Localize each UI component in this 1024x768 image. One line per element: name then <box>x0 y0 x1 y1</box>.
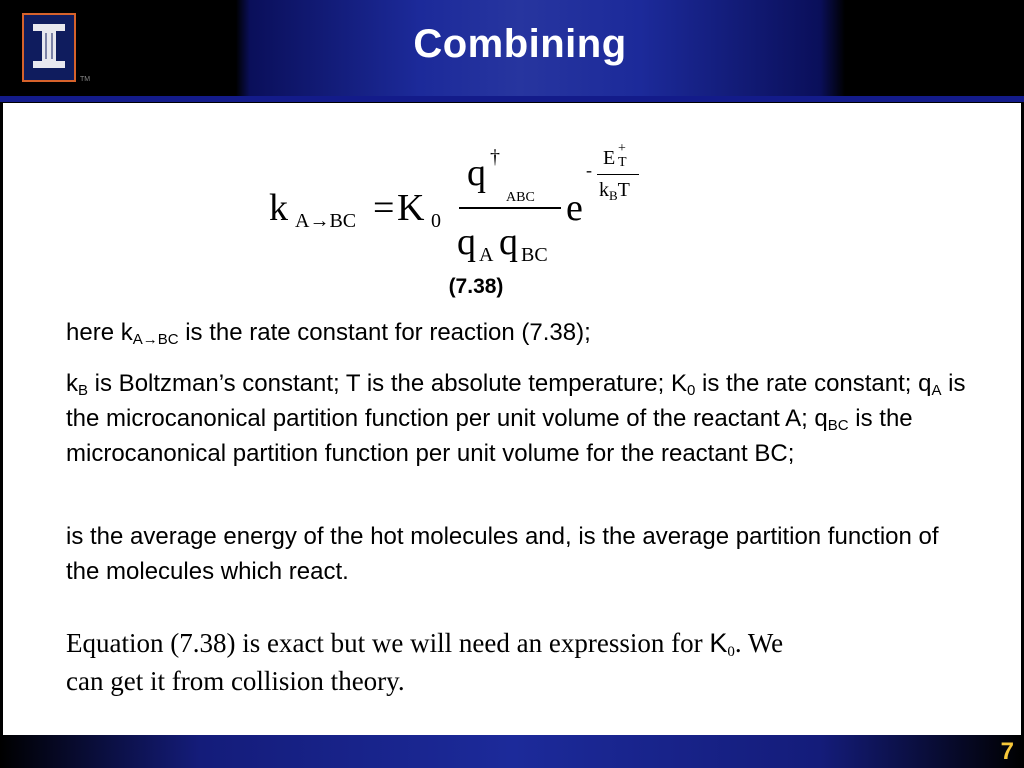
eq-exponent-kbt <box>599 179 630 204</box>
p2-subscript-a: A <box>931 382 942 399</box>
eq-numerator-q: q <box>467 152 486 194</box>
slide-title: Combining <box>413 22 627 66</box>
p4-text-a: Equation (7.38) is exact but we will need an expression for <box>66 628 710 658</box>
eq-equals: = <box>373 187 395 229</box>
eq-exponential-base: e <box>566 187 583 229</box>
eq-denominator-qbc-subscript: BC <box>521 244 548 266</box>
p1-text-a: here k <box>66 319 133 346</box>
eq-K0: K <box>397 187 425 229</box>
definition-rate-constant <box>66 315 966 350</box>
header-divider <box>0 96 1024 102</box>
eq-denominator-qbc: q <box>499 221 518 263</box>
p4-text-b: . We can get it from collision theory. <box>66 628 784 696</box>
definition-average-energy: is the average energy of the hot molecules and, is the average partition function of the molecules which react. <box>66 523 939 585</box>
collision-theory-note <box>66 624 826 700</box>
footer-bar <box>0 735 1024 768</box>
eq-exponent-t: T <box>617 179 630 201</box>
eq-fraction-bar <box>459 207 561 209</box>
p2-text-d: is the microcanonical partition function per unit volume of the reactant A; q <box>66 370 966 432</box>
p2-text-e: is the microcanonical partition function per unit volume for the reactant BC; <box>66 405 913 467</box>
eq-exponent-k-subscript: B <box>609 188 618 203</box>
p2-subscript-bc: BC <box>827 417 849 434</box>
eq-exponent-k: k <box>599 179 609 201</box>
p1-text-b: is the rate constant for reaction (7.38); <box>178 319 591 346</box>
p1-subscript: A→BC <box>132 331 179 348</box>
p2-text-b: is Boltzman’s constant; T is the absolute temperature; K <box>88 370 687 397</box>
trademark-label: TM <box>80 76 91 83</box>
page-number: 7 <box>1000 738 1014 765</box>
eq-exponent-minus: - <box>586 160 592 180</box>
rate-equation <box>3 103 1021 303</box>
eq-dagger: † <box>490 146 500 168</box>
p2-text-a: k <box>66 370 78 397</box>
eq-exponent-energy: E <box>603 147 616 169</box>
p2-subscript-0: 0 <box>687 382 696 399</box>
eq-rate-subscript: A→BC <box>295 210 357 232</box>
p4-subscript: 0 <box>727 644 735 660</box>
eq-exponent-energy-superscript: + <box>618 141 626 156</box>
definition-symbols <box>66 366 966 471</box>
p4-k: K <box>709 628 728 658</box>
eq-denominator-qa: q <box>457 221 476 263</box>
eq-exponent-fraction-bar <box>597 174 639 175</box>
p2-text-c: is the rate constant; q <box>695 370 932 397</box>
equation-number: (7.38) <box>448 275 504 298</box>
p2-subscript-b: B <box>78 382 89 399</box>
eq-K0-subscript: 0 <box>431 210 441 232</box>
eq-exponent-energy-subscript: T <box>618 155 627 170</box>
eq-rate-k: k <box>269 187 288 229</box>
slide-content <box>3 103 1021 735</box>
eq-numerator-subscript: ABC <box>506 190 535 205</box>
eq-denominator-qa-subscript: A <box>479 244 494 266</box>
